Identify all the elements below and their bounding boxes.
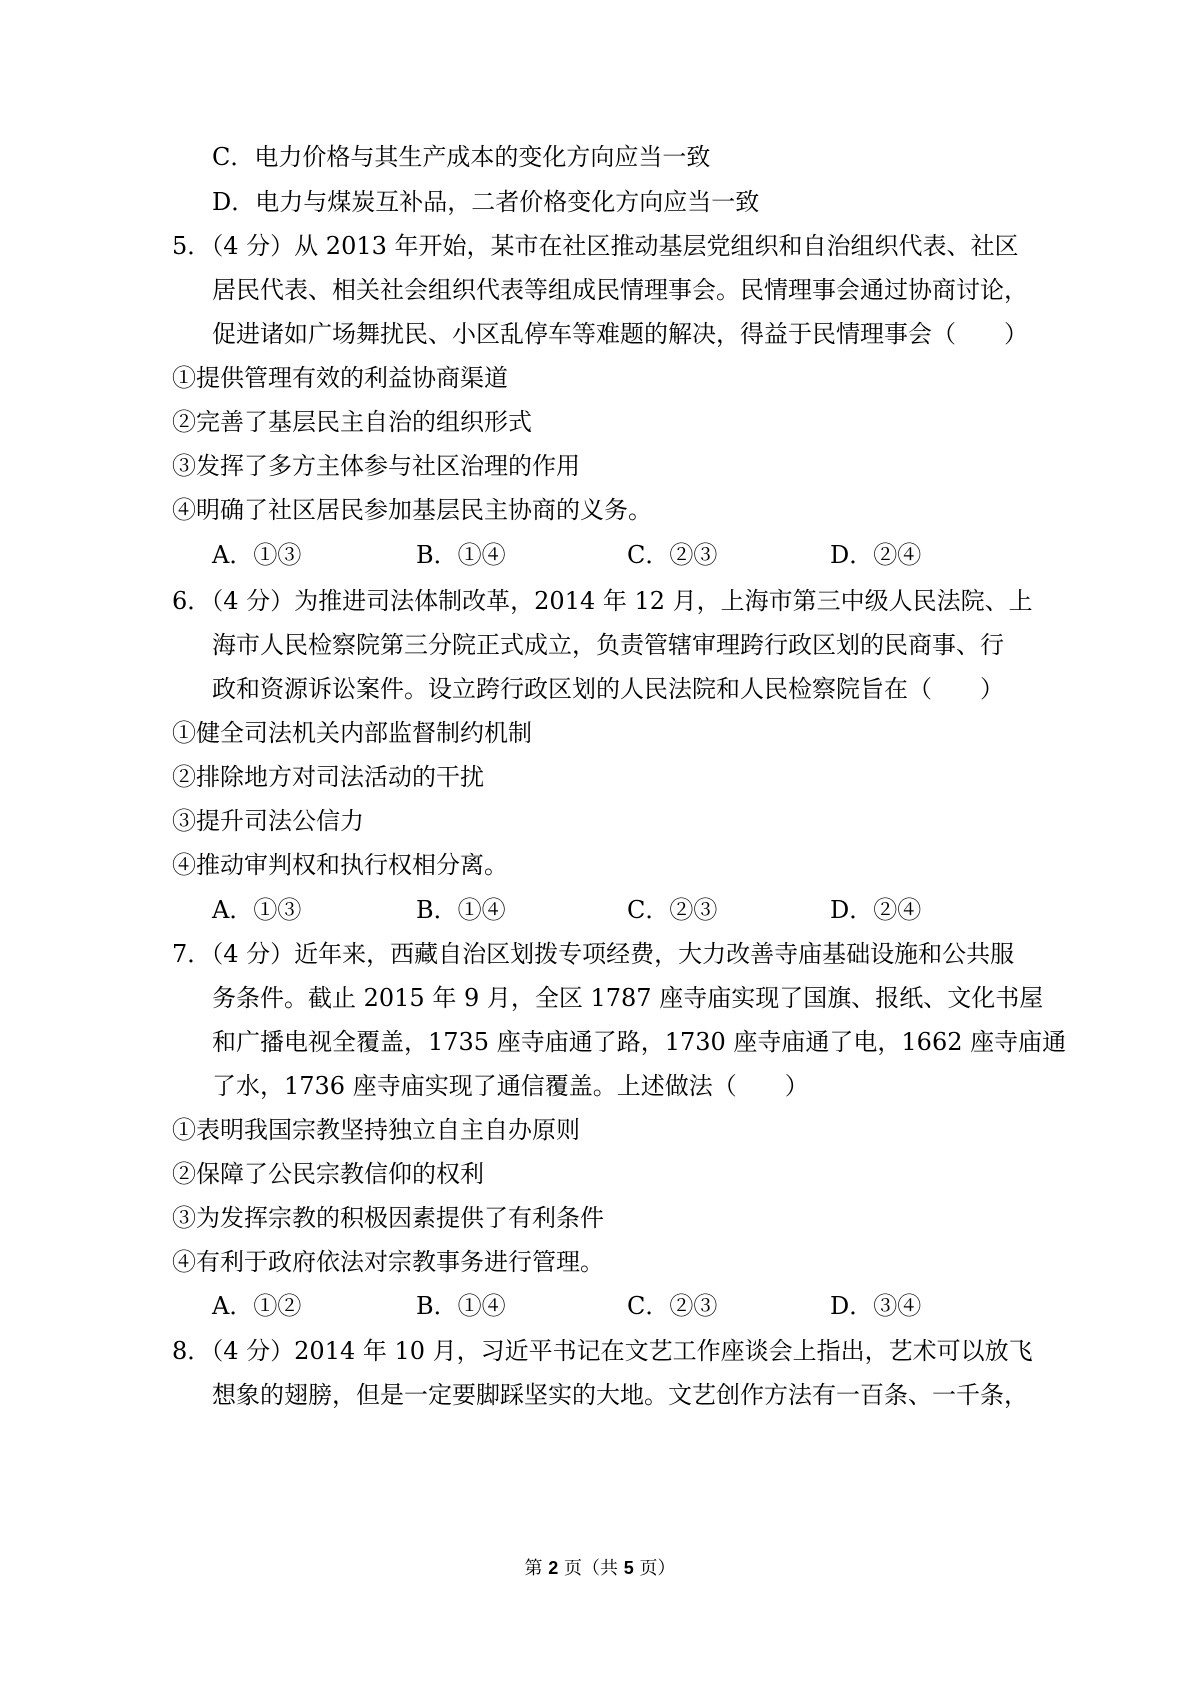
q7-item-1: ①表明我国宗教坚持独立自主自办原则 [172, 1116, 580, 1144]
q6-option-b[interactable]: B．①④ [416, 896, 506, 924]
q5-item-3: ③发挥了多方主体参与社区治理的作用 [172, 452, 580, 480]
q6-item-3: ③提升司法公信力 [172, 807, 364, 835]
q7-options [0, 1290, 1200, 1322]
q7-item-2: ②保障了公民宗教信仰的权利 [172, 1160, 484, 1188]
q7-option-b[interactable]: B．①④ [416, 1292, 506, 1320]
q6-options [0, 894, 1200, 926]
q5-stem-line-1: 5．（4 分）从 2013 年开始，某市在社区推动基层党组织和自治组织代表、社区 [172, 232, 1019, 260]
q6-item-4: ④推动审判权和执行权相分离。 [172, 851, 508, 879]
q5-stem-line-2: 居民代表、相关社会组织代表等组成民情理事会。民情理事会通过协商讨论， [212, 276, 1028, 304]
q6-item-2: ②排除地方对司法活动的干扰 [172, 763, 484, 791]
q7-option-a[interactable]: A．①② [212, 1292, 302, 1320]
q6-option-c[interactable]: C．②③ [627, 896, 718, 924]
footer-total-pages: 5 [623, 1558, 634, 1578]
q7-stem-line-1: 7．（4 分）近年来，西藏自治区划拨专项经费，大力改善寺庙基础设施和公共服 [172, 940, 1015, 968]
q5-option-d[interactable]: D．②④ [830, 541, 922, 569]
q7-option-d[interactable]: D．③④ [830, 1292, 922, 1320]
q5-option-c[interactable]: C．②③ [627, 541, 718, 569]
q4-option-c: C．电力价格与其生产成本的变化方向应当一致 [212, 143, 711, 171]
q7-stem-line-3: 和广播电视全覆盖，1735 座寺庙通了路，1730 座寺庙通了电，1662 座寺庙通 [212, 1028, 1067, 1056]
q6-stem-line-3: 政和资源诉讼案件。设立跨行政区划的人民法院和人民检察院旨在（ ） [212, 675, 1004, 703]
q5-options [0, 539, 1200, 571]
q5-option-a[interactable]: A．①③ [212, 541, 302, 569]
q7-stem-line-4: 了水，1736 座寺庙实现了通信覆盖。上述做法（ ） [212, 1072, 809, 1100]
q4-option-d: D．电力与煤炭互补品，二者价格变化方向应当一致 [212, 188, 760, 216]
q5-stem-line-3: 促进诸如广场舞扰民、小区乱停车等难题的解决，得益于民情理事会（ ） [212, 320, 1028, 348]
q7-option-c[interactable]: C．②③ [627, 1292, 718, 1320]
q6-option-a[interactable]: A．①③ [212, 896, 302, 924]
q6-item-1: ①健全司法机关内部监督制约机制 [172, 719, 532, 747]
q6-option-d[interactable]: D．②④ [830, 896, 922, 924]
q7-item-3: ③为发挥宗教的积极因素提供了有利条件 [172, 1204, 604, 1232]
q5-item-2: ②完善了基层民主自治的组织形式 [172, 408, 532, 436]
q5-option-b[interactable]: B．①④ [416, 541, 506, 569]
q7-item-4: ④有利于政府依法对宗教事务进行管理。 [172, 1248, 604, 1276]
page-footer [0, 1556, 1200, 1581]
q5-item-4: ④明确了社区居民参加基层民主协商的义务。 [172, 496, 652, 524]
q7-stem-line-2: 务条件。截止 2015 年 9 月，全区 1787 座寺庙实现了国旗、报纸、文化书屋 [212, 984, 1044, 1012]
q8-stem-line-1: 8．（4 分）2014 年 10 月，习近平书记在文艺工作座谈会上指出，艺术可以放飞 [172, 1337, 1033, 1365]
q8-stem-line-2: 想象的翅膀，但是一定要脚踩坚实的大地。文艺创作方法有一百条、一千条， [212, 1381, 1028, 1409]
footer-prefix: 第 [524, 1558, 549, 1579]
q6-stem-line-2: 海市人民检察院第三分院正式成立，负责管辖审理跨行政区划的民商事、行 [212, 631, 1004, 659]
footer-suffix: 页） [633, 1558, 676, 1579]
q6-stem-line-1: 6．（4 分）为推进司法体制改革，2014 年 12 月，上海市第三中级人民法院、上 [172, 587, 1033, 615]
q5-item-1: ①提供管理有效的利益协商渠道 [172, 364, 508, 392]
footer-middle: 页（共 [558, 1558, 624, 1579]
footer-page-number: 2 [548, 1558, 559, 1578]
